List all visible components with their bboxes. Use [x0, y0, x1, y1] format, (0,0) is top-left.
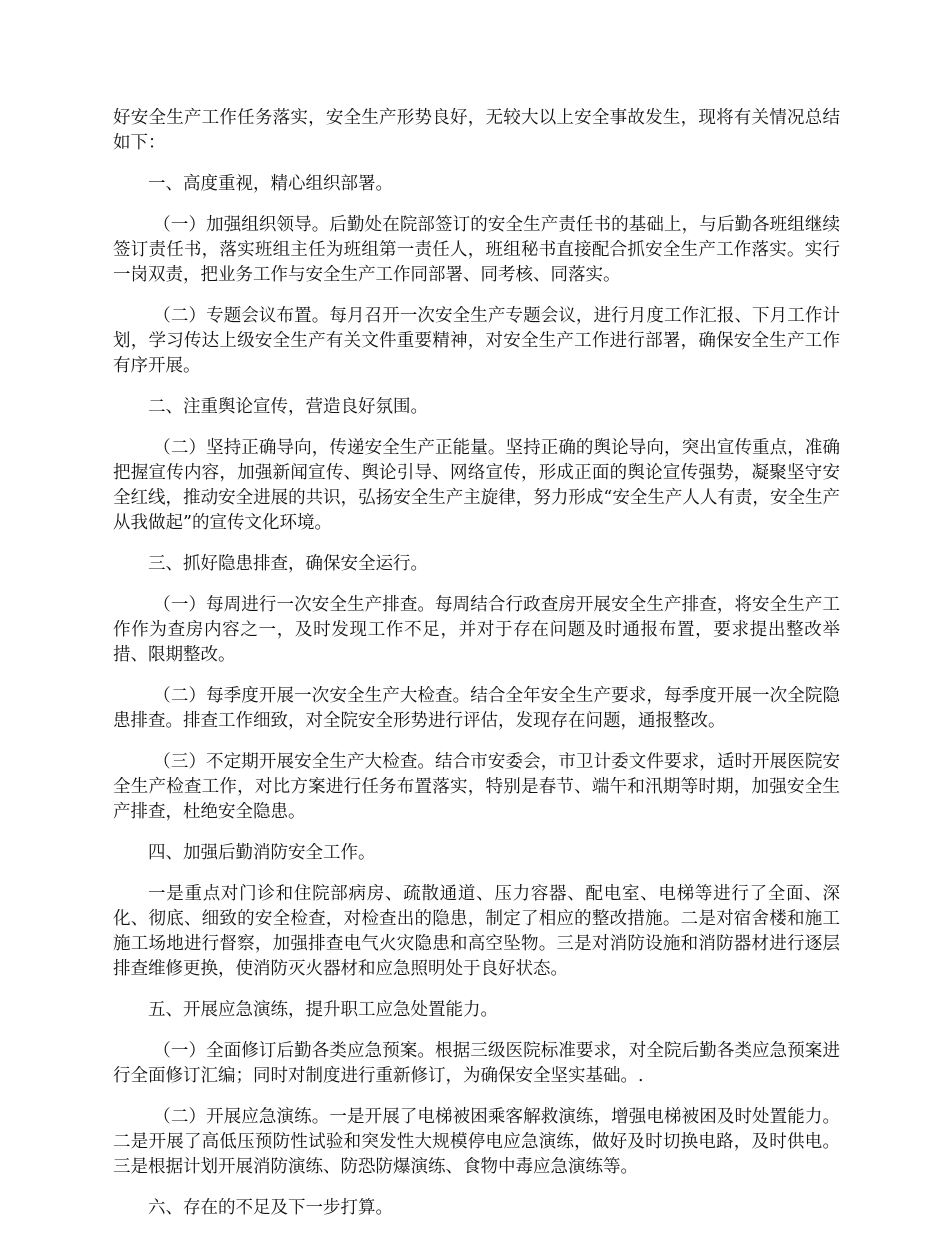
section-heading-1: 一、高度重视，精心组织部署。 [148, 174, 393, 194]
section-heading-5: 五、开展应急演练，提升职工应急处置能力。 [148, 1000, 498, 1020]
paragraph-3-3: （三）不定期开展安全生产大检查。结合市安委会，市卫计委文件要求，适时开展医院安全生产检查工作，对比方案进行任务布置落实，特别是春节、端午和汛期等时期，加强安全生产排查，杜绝安全隐患。 [113, 752, 840, 822]
paragraph-2-1: （二）坚持正确导向，传递安全生产正能量。坚持正确的舆论导向，突出宣传重点，准确把握宣传内容，加强新闻宣传、舆论引导、网络宣传，形成正面的舆论宣传强势，凝聚坚守安全红线，推动安全进展的共识，弘扬安全生产主旋律，努力形成“安全生产人人有责，安全生产从我做起”的宣传文化环境。 [113, 438, 840, 533]
section-heading-6: 六、存在的不足及下一步打算。 [148, 1198, 393, 1218]
paragraph-5-1: （一）全面修订后勤各类应急预案。根据三级医院标准要求，对全院后勤各类应急预案进行全面修订汇编；同时对制度进行重新修订，为确保安全坚实基础。. [113, 1041, 840, 1086]
paragraph-5-2: （二）开展应急演练。一是开展了电梯被困乘客解救演练，增强电梯被困及时处置能力。二是开展了高低压预防性试验和突发性大规模停电应急演练，做好及时切换电路，及时供电。三是根据计划开展消防演练、防恐防爆演练、食物中毒应急演练等。 [113, 1107, 840, 1177]
paragraph-1-1: （一）加强组织领导。后勤处在院部签订的安全生产责任书的基础上，与后勤各班组继续签订责任书，落实班组主任为班组第一责任人，班组秘书直接配合抓安全生产工作落实。实行一岗双责，把业务工作与安全生产工作同部署、同考核、同落实。 [113, 215, 840, 285]
section-heading-3: 三、抓好隐患排查，确保安全运行。 [148, 554, 428, 574]
paragraph-1-2: （二）专题会议布置。每月召开一次安全生产专题会议，进行月度工作汇报、下月工作计划，学习传达上级安全生产有关文件重要精神，对安全生产工作进行部署，确保安全生产工作有序开展。 [113, 306, 840, 376]
paragraph-3-1: （一）每周进行一次安全生产排查。每周结合行政查房开展安全生产排查，将安全生产工作作为查房内容之一，及时发现工作不足，并对于存在问题及时通报布置，要求提出整改举措、限期整改。 [113, 595, 840, 665]
intro-paragraph: 好安全生产工作任务落实，安全生产形势良好，无较大以上安全事故发生，现将有关情况总结如下： [113, 108, 840, 153]
section-heading-2: 二、注重舆论宣传，营造良好氛围。 [148, 397, 428, 417]
paragraph-3-2: （二）每季度开展一次安全生产大检查。结合全年安全生产要求，每季度开展一次全院隐患排查。排查工作细致，对全院安全形势进行评估，发现存在问题，通报整改。 [113, 686, 840, 731]
paragraph-4-1: 一是重点对门诊和住院部病房、疏散通道、压力容器、配电室、电梯等进行了全面、深化、彻底、细致的安全检查，对检查出的隐患，制定了相应的整改措施。二是对宿舍楼和施工施工场地进行督察，加强排查电气火灾隐患和高空坠物。三是对消防设施和消防器材进行逐层排查维修更换，使消防灭火器材和应急照明处于良好状态。 [113, 884, 840, 979]
document-body [113, 106, 840, 1237]
section-heading-4: 四、加强后勤消防安全工作。 [148, 843, 376, 863]
